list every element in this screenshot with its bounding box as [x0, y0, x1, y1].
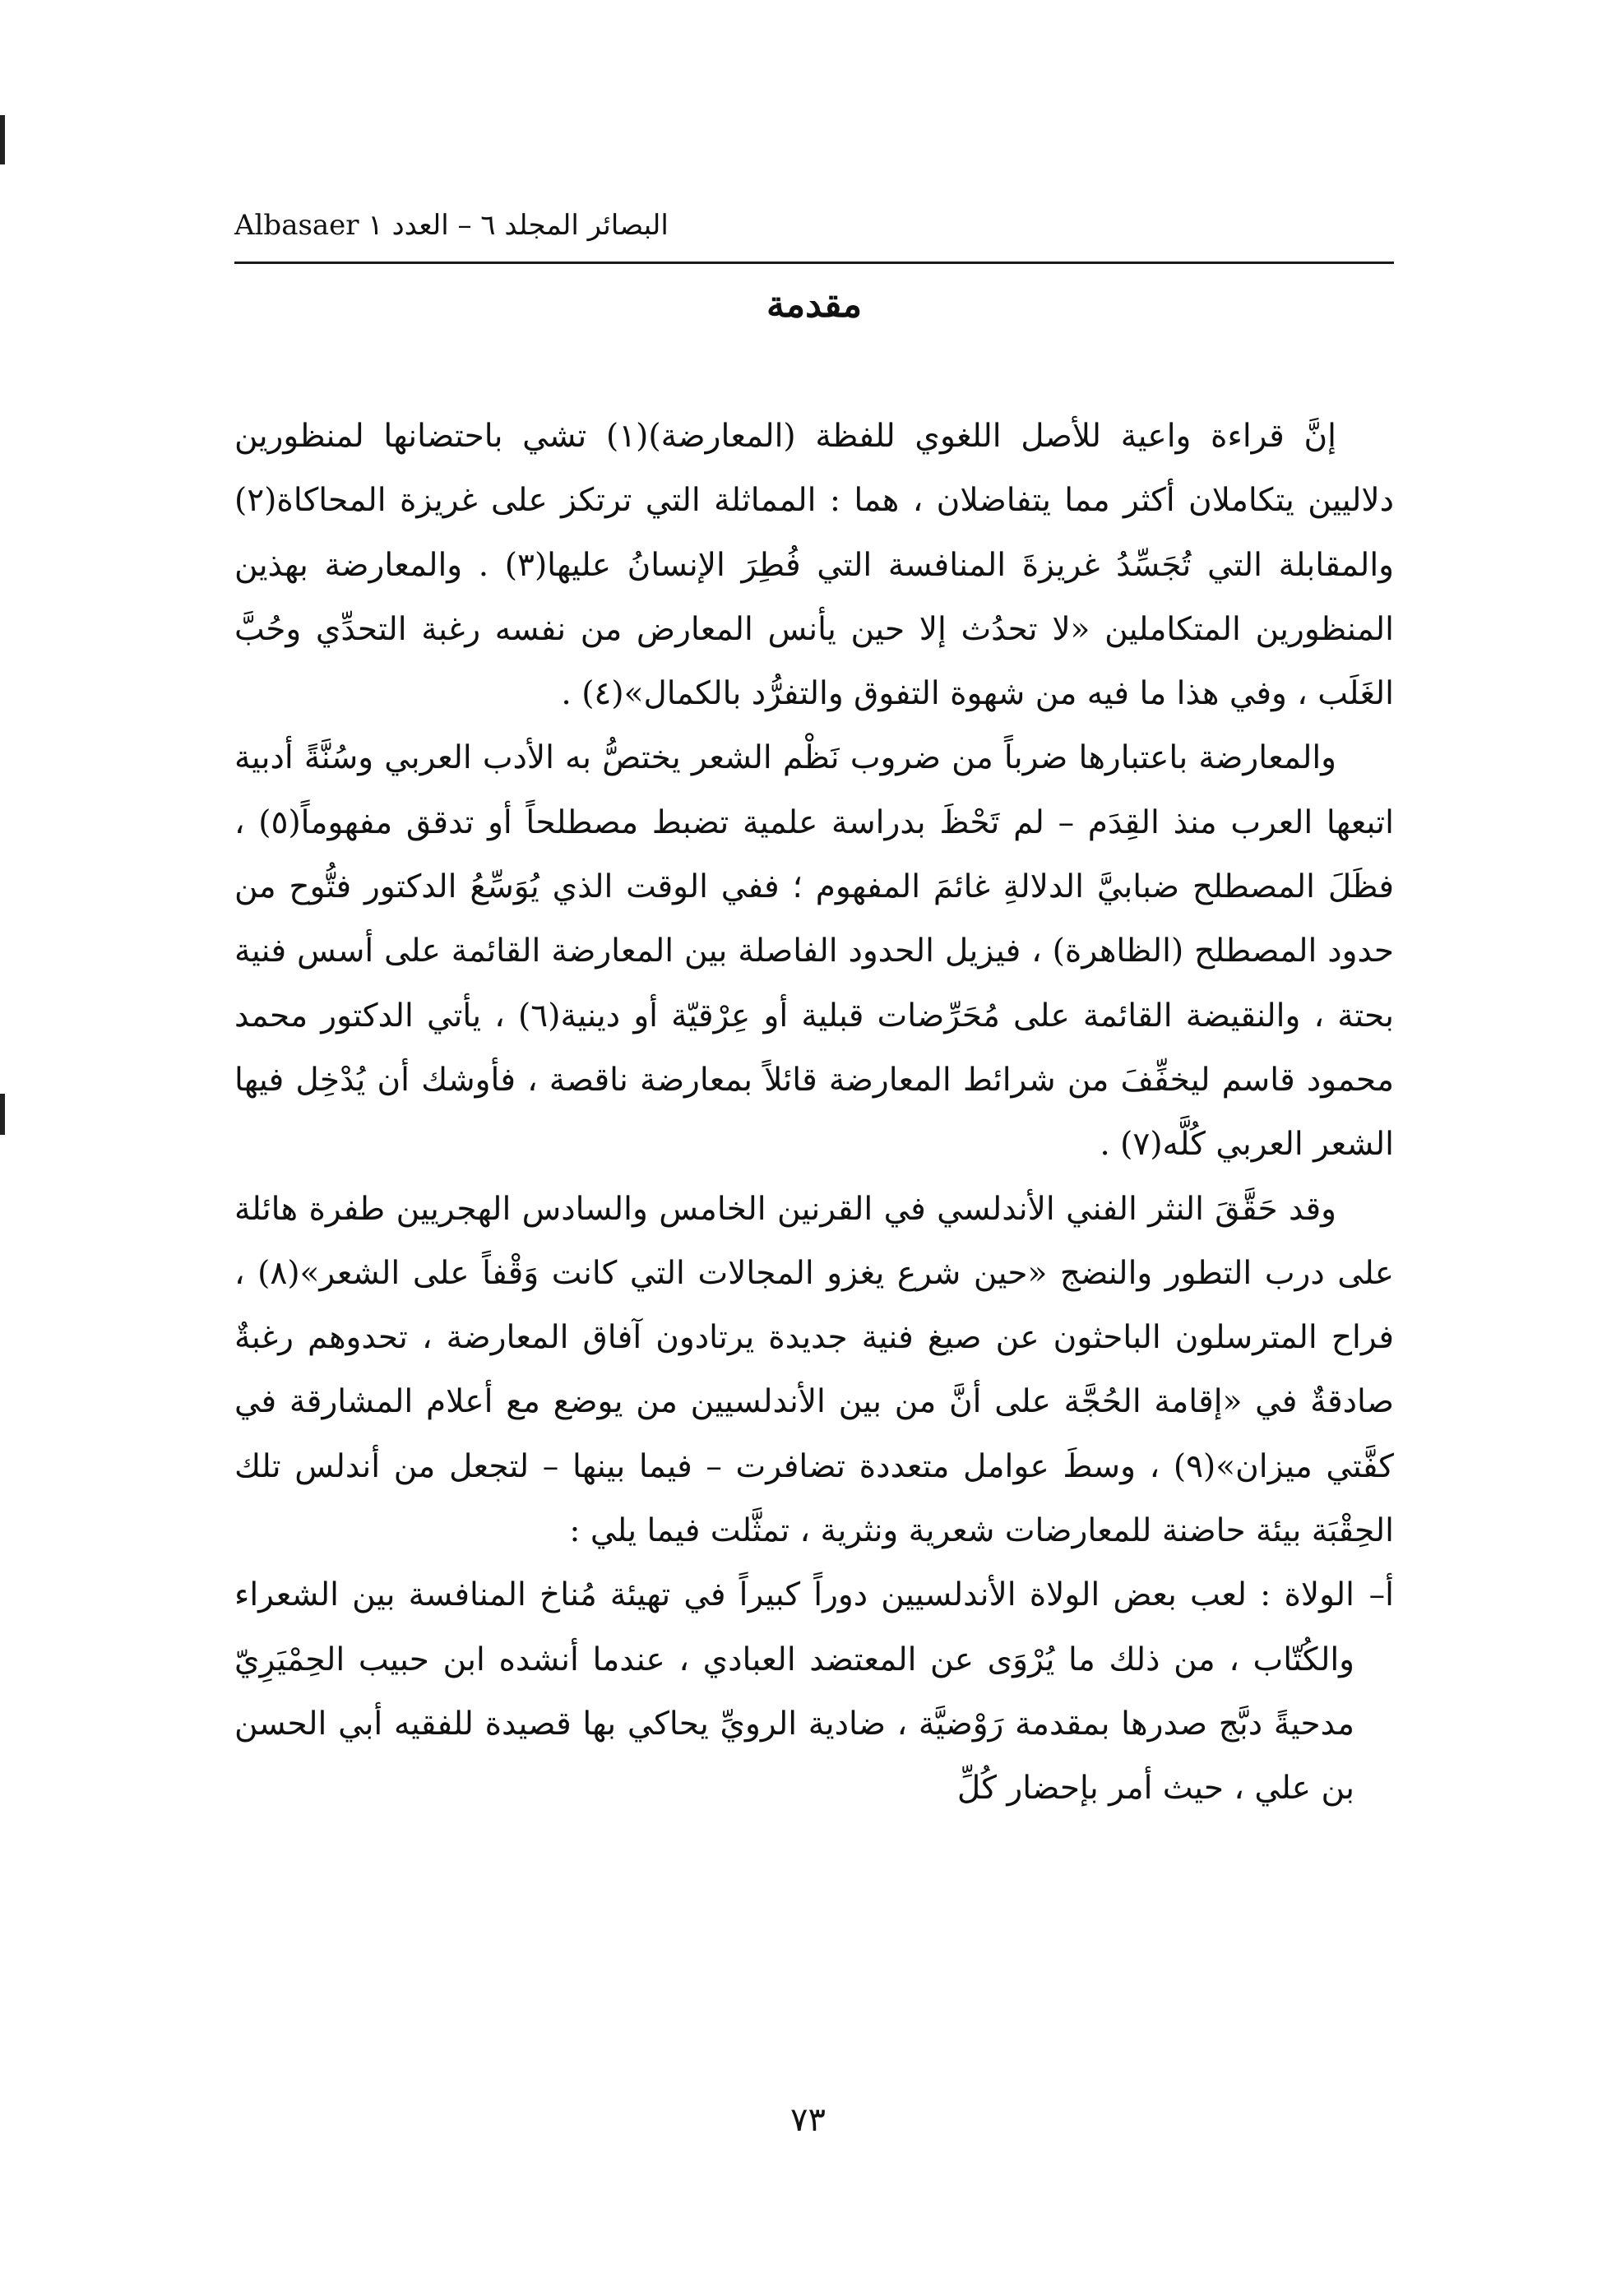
- list-item-text: الولاة : لعب بعض الولاة الأندلسيين دوراً كبيراً في تهيئة مُناخ المنافسة بين الشعراء والكُتّاب ، من ذلك ما يُرْوَى عن المعتضد العبادي ، عندما أنشده ابن حبيب الحِمْيَرِيّ مدحيةً دبَّج صدرها بمقدمة رَوْضيَّة ، ضادية الرويِّ يحاكي بها قصيدة للفقيه أبي الحسن بن علي ، حيث أمر بإحضار كُلِّ: [234, 1576, 1354, 1808]
- list-item: [234, 1563, 1394, 1821]
- list-item-label: أ–: [1368, 1576, 1394, 1614]
- article-body: [234, 405, 1394, 2041]
- section-title: مقدمة: [766, 284, 863, 326]
- page-number: ٧٣: [790, 2101, 826, 2139]
- paragraph: والمعارضة باعتبارها ضرباً من ضروب نَظْم الشعر يختصُّ به الأدب العربي وسُنَّةً أدبية اتبعها العرب منذ القِدَم – لم تَحْظَ بدراسة علمية تضبط مصطلحاً أو تدقق مفهوماً(٥) ، فظَلَ المصطلح ضبابيَّ الدلالةِ غائمَ المفهوم ؛ ففي الوقت الذي يُوَسِّعُ الدكتور فتُّوح من حدود المصطلح (الظاهرة) ، فيزيل الحدود الفاصلة بين المعارضة القائمة على أسس فنية بحتة ، والنقيضة القائمة على مُحَرِّضات قبلية أو عِرْقيّة أو دينية(٦) ، يأتي الدكتور محمد محمود قاسم ليخفِّفَ من شرائط المعارضة قائلاً بمعارضة ناقصة ، فأوشك أن يُدْخِل فيها الشعر العربي كُلَّه(٧) .: [234, 739, 1394, 1164]
- header-rule: [234, 262, 1394, 264]
- scan-edge-mark-top: [0, 115, 5, 164]
- paragraph: وقد حَقَّقَ النثر الفني الأندلسي في القرنين الخامس والسادس الهجريين طفرة هائلة على درب التطور والنضج «حين شرع يغزو المجالات التي كانت وَقْفاً على الشعر»(٨) ، فراح المترسلون الباحثون عن صيغ فنية جديدة يرتادون آفاق المعارضة ، تحدوهم رغبةٌ صادقةٌ في «إقامة الحُجَّة على أنَّ من بين الأندلسيين من يوضع مع أعلام المشارقة في كفَّتي ميزان»(٩) ، وسطَ عوامل متعددة تضافرت – فيما بينها – لتجعل من أندلس تلك الحِقْبَة بيئة حاضنة للمعارضات شعرية ونثرية ، تمثَّلت فيما يلي :: [234, 1190, 1394, 1550]
- scan-edge-mark-bottom: [0, 1094, 5, 1135]
- paragraph: إنَّ قراءة واعية للأصل اللغوي للفظة (المعارضة)(١) تشي باحتضانها لمنظورين دلاليين يتكاملان أكثر مما يتفاضلان ، هما : المماثلة التي ترتكز على غريزة المحاكاة(٢) والمقابلة التي تُجَسِّدُ غريزةَ المنافسة التي فُطِرَ الإنسانُ عليها(٣) . والمعارضة بهذين المنظورين المتكاملين «لا تحدُث إلا حين يأنس المعارض من نفسه رغبة التحدِّي وحُبَّ الغَلَب ، وفي هذا ما فيه من شهوة التفوق والتفرُّد بالكمال»(٤) .: [234, 418, 1394, 713]
- journal-title: Albasaer البصائر المجلد ٦ – العدد ١: [234, 209, 669, 242]
- running-header: [234, 207, 1394, 257]
